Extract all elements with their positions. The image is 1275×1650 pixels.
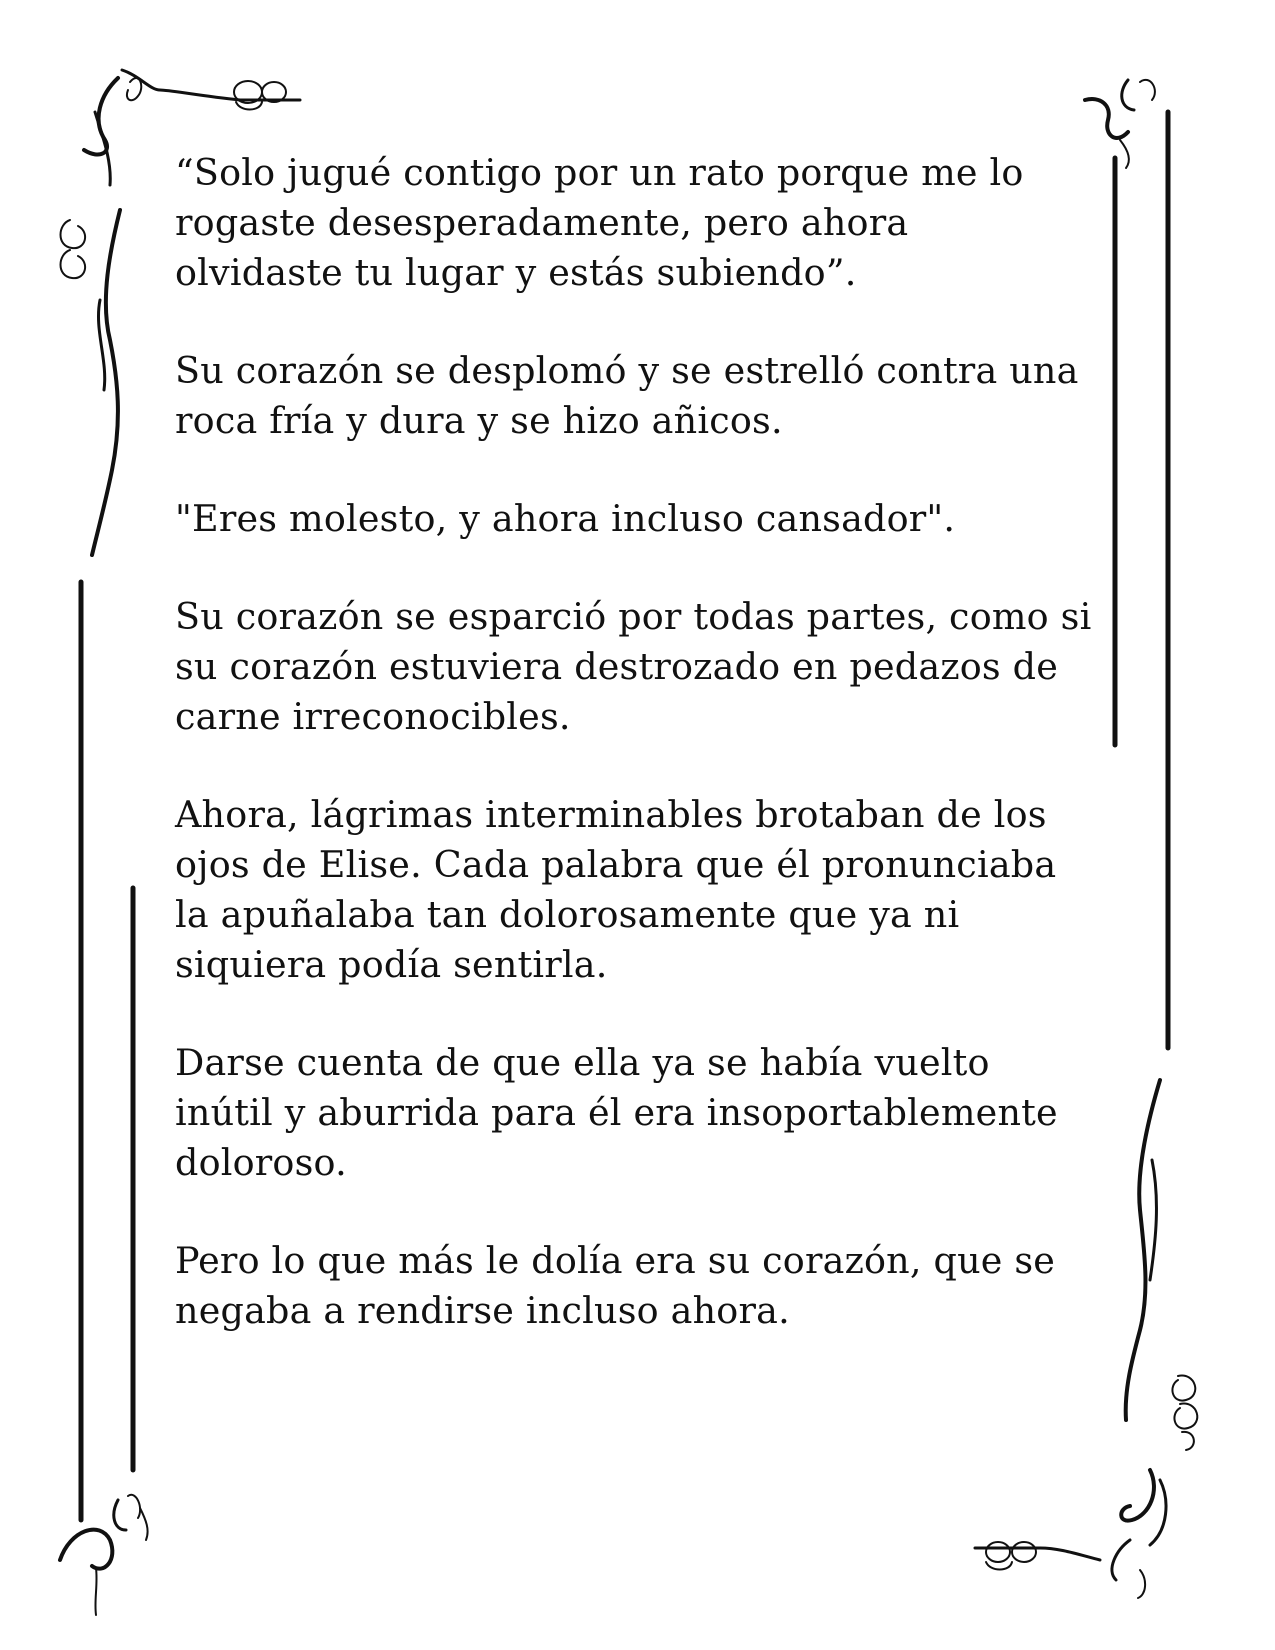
paragraph: Ahora, lágrimas interminables brotaban de los ojos de Elise. Cada palabra que él pronunciaba la apuñalaba tan dolorosamente que ya ni siquiera podía sentirla. [175, 793, 1057, 986]
right-lower-curve [1126, 1080, 1160, 1420]
paragraph: "Eres molesto, y ahora incluso cansador". [175, 497, 956, 540]
paragraph: Darse cuenta de que ella ya se había vuelto inútil y aburrida para él era insoportablemente doloroso. [175, 1041, 1058, 1184]
paragraph: “Solo jugué contigo por un rato porque me lo rogaste desesperadamente, pero ahora olvidaste tu lugar y estás subiendo”. [175, 151, 1024, 294]
paragraph: Su corazón se desplomó y se estrelló contra una roca fría y dura y se hizo añicos. [175, 349, 1079, 442]
bottom-right-flourish [975, 1376, 1197, 1598]
paragraph: Su corazón se esparció por todas partes, como si su corazón estuviera destrozado en pedazos de carne irreconocibles. [175, 595, 1092, 738]
paragraph: Pero lo que más le dolía era su corazón, que se negaba a rendirse incluso ahora. [175, 1239, 1056, 1332]
document-body [175, 148, 1105, 1384]
bottom-left-flourish [60, 1495, 148, 1615]
left-vertical-rules [81, 582, 133, 1520]
